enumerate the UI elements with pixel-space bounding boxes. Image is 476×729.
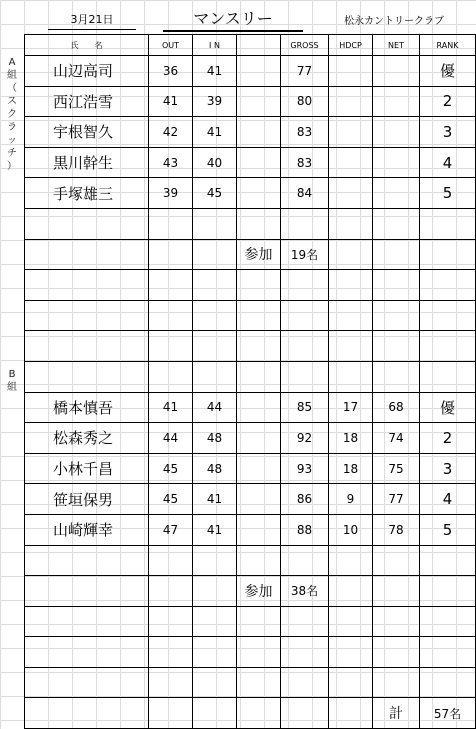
player-name: 笹垣保男 xyxy=(25,484,149,515)
participants-label: 参加 xyxy=(237,576,281,607)
rank-value: 5 xyxy=(420,514,476,545)
empty-cell xyxy=(149,545,193,576)
empty-cell xyxy=(149,331,193,362)
empty-cell xyxy=(193,300,237,331)
blank-cell xyxy=(237,86,281,117)
player-name: 手塚雄三 xyxy=(25,178,149,209)
table-row xyxy=(25,514,476,545)
hdcp-value: 9 xyxy=(329,484,373,515)
net-score: 74 xyxy=(373,423,420,454)
hdcp-value: 10 xyxy=(329,514,373,545)
empty-cell xyxy=(329,576,373,607)
empty-cell xyxy=(329,698,373,729)
in-score: 41 xyxy=(193,514,237,545)
table-row xyxy=(25,423,476,454)
col-header-name: 氏 名 xyxy=(25,35,149,56)
empty-row xyxy=(25,300,476,331)
empty-cell xyxy=(149,606,193,637)
header-row xyxy=(25,35,476,56)
blank-cell xyxy=(237,484,281,515)
col-header-gross: GROSS xyxy=(281,35,329,56)
empty-cell xyxy=(149,361,193,392)
empty-cell xyxy=(237,361,281,392)
rank-value: 2 xyxy=(420,423,476,454)
rank-value: 3 xyxy=(420,117,476,148)
rank-value: 3 xyxy=(420,453,476,484)
participants-label: 参加 xyxy=(237,239,281,270)
gross-score: 86 xyxy=(281,484,329,515)
results-table xyxy=(24,34,476,729)
empty-cell xyxy=(420,637,476,668)
in-score: 40 xyxy=(193,147,237,178)
participants-count: 38名 xyxy=(281,576,329,607)
empty-cell xyxy=(373,576,420,607)
group-a-label-char: ） xyxy=(7,161,17,172)
out-score: 42 xyxy=(149,117,193,148)
empty-cell xyxy=(149,208,193,239)
empty-cell xyxy=(281,270,329,301)
hdcp-value: 17 xyxy=(329,392,373,423)
group-a-label-char: ス xyxy=(7,96,17,107)
empty-cell xyxy=(149,576,193,607)
empty-cell xyxy=(329,361,373,392)
empty-cell xyxy=(420,208,476,239)
empty-row xyxy=(25,208,476,239)
empty-row xyxy=(25,331,476,362)
empty-row xyxy=(25,667,476,698)
gross-score: 92 xyxy=(281,423,329,454)
player-name: 小林千昌 xyxy=(25,453,149,484)
out-score: 45 xyxy=(149,484,193,515)
player-name: 松森秀之 xyxy=(25,423,149,454)
player-name: 橋本慎吾 xyxy=(25,392,149,423)
blank-cell xyxy=(237,423,281,454)
net-score xyxy=(373,117,420,148)
player-name: 西江浩雪 xyxy=(25,86,149,117)
gross-score: 77 xyxy=(281,56,329,87)
empty-cell xyxy=(237,208,281,239)
empty-cell xyxy=(373,667,420,698)
group-a-label-char: ク xyxy=(7,109,17,120)
empty-cell xyxy=(373,300,420,331)
table-row xyxy=(25,178,476,209)
in-score: 39 xyxy=(193,86,237,117)
net-score: 78 xyxy=(373,514,420,545)
blank-cell xyxy=(237,147,281,178)
empty-cell xyxy=(237,606,281,637)
empty-cell xyxy=(373,331,420,362)
net-score: 75 xyxy=(373,453,420,484)
col-header-in: I N xyxy=(193,35,237,56)
empty-cell xyxy=(329,331,373,362)
empty-cell xyxy=(373,239,420,270)
empty-cell xyxy=(25,208,149,239)
empty-cell xyxy=(420,331,476,362)
empty-cell xyxy=(329,606,373,637)
hdcp-value xyxy=(329,86,373,117)
empty-cell xyxy=(281,698,329,729)
blank-cell xyxy=(237,56,281,87)
in-score: 41 xyxy=(193,117,237,148)
blank-cell xyxy=(237,392,281,423)
page-title: マンスリー xyxy=(163,6,303,32)
group-b-label-char: 組 xyxy=(7,382,17,393)
hdcp-value xyxy=(329,178,373,209)
empty-cell xyxy=(25,270,149,301)
total-row xyxy=(25,698,476,729)
empty-cell xyxy=(149,637,193,668)
empty-cell xyxy=(25,576,149,607)
in-score: 48 xyxy=(193,453,237,484)
group-a-label-char: チ xyxy=(7,148,17,159)
empty-cell xyxy=(373,606,420,637)
table-row xyxy=(25,117,476,148)
rank-value: 4 xyxy=(420,484,476,515)
table-row xyxy=(25,453,476,484)
player-name: 山崎輝幸 xyxy=(25,514,149,545)
col-header-rank: RANK xyxy=(420,35,476,56)
empty-cell xyxy=(149,667,193,698)
empty-cell xyxy=(25,545,149,576)
empty-cell xyxy=(329,545,373,576)
empty-cell xyxy=(193,361,237,392)
out-score: 45 xyxy=(149,453,193,484)
empty-cell xyxy=(25,637,149,668)
table-row xyxy=(25,484,476,515)
empty-cell xyxy=(193,270,237,301)
rank-value: 2 xyxy=(420,86,476,117)
blank-cell xyxy=(237,514,281,545)
empty-cell xyxy=(420,606,476,637)
gross-score: 88 xyxy=(281,514,329,545)
total-label: 計 xyxy=(373,698,420,729)
empty-cell xyxy=(193,545,237,576)
player-name: 黒川幹生 xyxy=(25,147,149,178)
empty-cell xyxy=(420,576,476,607)
in-score: 41 xyxy=(193,484,237,515)
gross-score: 93 xyxy=(281,453,329,484)
empty-cell xyxy=(420,667,476,698)
empty-cell xyxy=(420,239,476,270)
empty-cell xyxy=(373,270,420,301)
out-score: 39 xyxy=(149,178,193,209)
participants-count: 19名 xyxy=(281,239,329,270)
player-name: 山辺高司 xyxy=(25,56,149,87)
in-score: 41 xyxy=(193,56,237,87)
empty-cell xyxy=(149,270,193,301)
empty-cell xyxy=(25,361,149,392)
empty-cell xyxy=(237,331,281,362)
in-score: 48 xyxy=(193,423,237,454)
group-a-label xyxy=(4,56,20,173)
empty-cell xyxy=(281,208,329,239)
blank-cell xyxy=(237,178,281,209)
empty-cell xyxy=(237,698,281,729)
rank-value: 4 xyxy=(420,147,476,178)
group-a-label-char: A xyxy=(8,57,16,68)
hdcp-value xyxy=(329,147,373,178)
col-header-out: OUT xyxy=(149,35,193,56)
col-header-hdcp: HDCP xyxy=(329,35,373,56)
empty-cell xyxy=(193,698,237,729)
gross-score: 83 xyxy=(281,117,329,148)
empty-cell xyxy=(281,667,329,698)
participants-row xyxy=(25,239,476,270)
group-a-label-char: （ xyxy=(7,83,17,94)
hdcp-value: 18 xyxy=(329,423,373,454)
empty-row xyxy=(25,545,476,576)
net-score xyxy=(373,147,420,178)
in-score: 44 xyxy=(193,392,237,423)
empty-cell xyxy=(193,606,237,637)
empty-cell xyxy=(373,208,420,239)
gross-score: 80 xyxy=(281,86,329,117)
blank-cell xyxy=(237,453,281,484)
empty-row xyxy=(25,637,476,668)
empty-cell xyxy=(25,331,149,362)
total-count: 57名 xyxy=(420,698,476,729)
empty-cell xyxy=(329,300,373,331)
empty-cell xyxy=(149,698,193,729)
group-a-label-char: ッ xyxy=(7,135,17,146)
group-a-label-char: 組 xyxy=(7,70,17,81)
empty-cell xyxy=(329,270,373,301)
gross-score: 83 xyxy=(281,147,329,178)
table-row xyxy=(25,147,476,178)
group-b-label xyxy=(4,368,20,394)
net-score xyxy=(373,86,420,117)
net-score: 77 xyxy=(373,484,420,515)
hdcp-value xyxy=(329,117,373,148)
table-row xyxy=(25,392,476,423)
empty-cell xyxy=(25,606,149,637)
empty-cell xyxy=(25,667,149,698)
rank-value: 5 xyxy=(420,178,476,209)
hdcp-value xyxy=(329,56,373,87)
empty-cell xyxy=(373,361,420,392)
table-row xyxy=(25,56,476,87)
empty-cell xyxy=(193,667,237,698)
group-b-label-char: B xyxy=(8,369,16,380)
empty-cell xyxy=(420,361,476,392)
empty-cell xyxy=(373,637,420,668)
date-label: 3月21日 xyxy=(48,11,136,30)
empty-cell xyxy=(281,300,329,331)
table-row xyxy=(25,86,476,117)
col-header-blank xyxy=(237,35,281,56)
empty-cell xyxy=(237,300,281,331)
rank-value: 優 xyxy=(420,56,476,87)
empty-row xyxy=(25,361,476,392)
out-score: 36 xyxy=(149,56,193,87)
net-score: 68 xyxy=(373,392,420,423)
empty-cell xyxy=(237,637,281,668)
empty-cell xyxy=(329,667,373,698)
empty-cell xyxy=(329,208,373,239)
empty-cell xyxy=(149,239,193,270)
empty-cell xyxy=(420,270,476,301)
col-header-net: NET xyxy=(373,35,420,56)
in-score: 45 xyxy=(193,178,237,209)
empty-cell xyxy=(281,361,329,392)
player-name: 宇根智久 xyxy=(25,117,149,148)
empty-cell xyxy=(281,637,329,668)
empty-cell xyxy=(149,300,193,331)
empty-cell xyxy=(193,576,237,607)
empty-cell xyxy=(25,698,149,729)
hdcp-value: 18 xyxy=(329,453,373,484)
empty-cell xyxy=(237,270,281,301)
empty-cell xyxy=(373,545,420,576)
empty-cell xyxy=(193,331,237,362)
out-score: 43 xyxy=(149,147,193,178)
empty-cell xyxy=(420,545,476,576)
empty-cell xyxy=(25,300,149,331)
net-score xyxy=(373,56,420,87)
empty-cell xyxy=(329,637,373,668)
empty-row xyxy=(25,606,476,637)
blank-cell xyxy=(237,117,281,148)
group-a-label-char: ラ xyxy=(7,122,17,133)
net-score xyxy=(373,178,420,209)
empty-cell xyxy=(420,300,476,331)
empty-cell xyxy=(281,545,329,576)
participants-row xyxy=(25,576,476,607)
empty-cell xyxy=(237,545,281,576)
out-score: 47 xyxy=(149,514,193,545)
club-name: 松永カントリークラブ xyxy=(344,16,444,27)
out-score: 44 xyxy=(149,423,193,454)
out-score: 41 xyxy=(149,392,193,423)
empty-cell xyxy=(25,239,149,270)
empty-cell xyxy=(281,331,329,362)
empty-row xyxy=(25,270,476,301)
empty-cell xyxy=(281,606,329,637)
empty-cell xyxy=(193,208,237,239)
empty-cell xyxy=(237,667,281,698)
empty-cell xyxy=(193,637,237,668)
rank-value: 優 xyxy=(420,392,476,423)
gross-score: 84 xyxy=(281,178,329,209)
gross-score: 85 xyxy=(281,392,329,423)
empty-cell xyxy=(193,239,237,270)
out-score: 41 xyxy=(149,86,193,117)
empty-cell xyxy=(329,239,373,270)
